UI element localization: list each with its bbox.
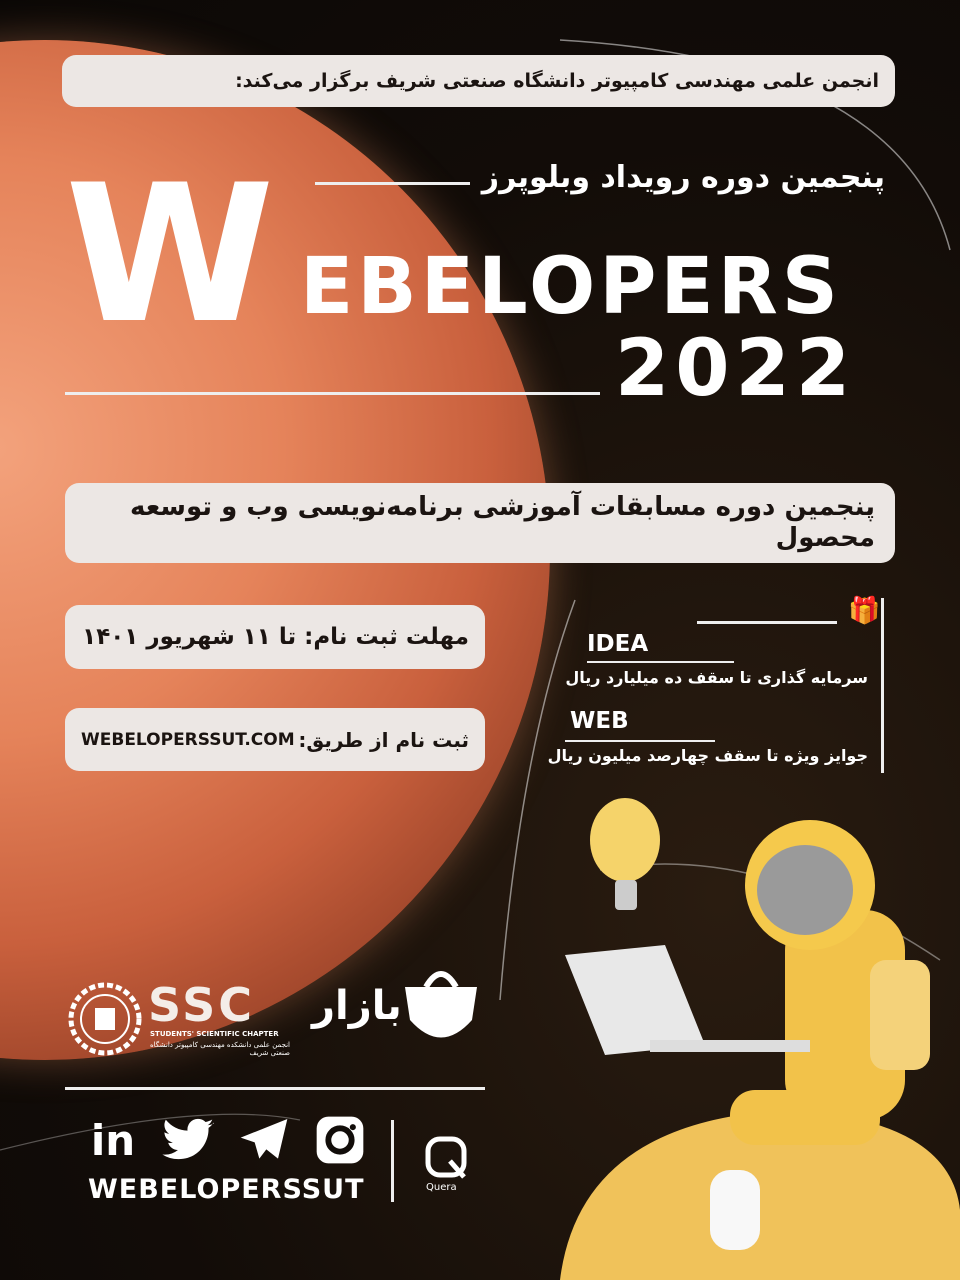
quera-logo-icon: [424, 1135, 468, 1179]
title-logo: EBELOPERS: [300, 242, 842, 332]
title-logo-w: W: [65, 144, 269, 365]
registration-label: ثبت نام از طریق:: [298, 727, 469, 752]
prize-text-web: جوایز ویژه تا سقف چهارصد میلیون ریال: [547, 746, 868, 765]
prize-text-idea: سرمایه گذاری تا سقف ده میلیارد ریال: [565, 668, 868, 687]
divider: [881, 598, 884, 773]
bazaar-logo-text: بازار: [312, 983, 402, 1029]
organizer-banner: انجمن علمی مهندسی کامپیوتر دانشگاه صنعتی شریف برگزار می‌کند:: [62, 55, 895, 107]
divider: [391, 1120, 394, 1202]
event-subtitle: پنجمین دوره رویداد وبلوپرز: [481, 160, 885, 195]
ssc-subtitle: STUDENTS' SCIENTIFIC CHAPTER: [150, 1030, 279, 1038]
prize-track-idea: IDEA: [587, 631, 649, 657]
prize-track-web: WEB: [570, 708, 629, 734]
telegram-icon[interactable]: [236, 1112, 292, 1168]
instagram-icon[interactable]: [312, 1112, 368, 1168]
divider: [315, 182, 470, 185]
divider: [65, 1087, 485, 1090]
astronaut-illustration: [560, 790, 960, 1280]
twitter-icon[interactable]: [160, 1112, 216, 1168]
ssc-fa-name: انجمن علمی دانشکده مهندسی کامپیوتر دانشگاه صنعتی شریف: [150, 1041, 290, 1058]
description-box: پنجمین دوره مسابقات آموزشی برنامه‌نویسی وب و توسعه محصول: [65, 483, 895, 563]
ssc-logo: SSC: [148, 978, 255, 1032]
divider: [697, 621, 837, 624]
divider: [65, 392, 600, 395]
gift-icon: 🎁: [848, 596, 881, 626]
quera-logo-text: Quera: [426, 1182, 457, 1193]
deadline-box: مهلت ثبت نام: تا ۱۱ شهریور ۱۴۰۱: [65, 605, 485, 669]
social-handle[interactable]: WEBELOPERSSUT: [88, 1174, 365, 1205]
title-year: 2022: [615, 324, 857, 414]
divider: [565, 740, 715, 742]
divider: [587, 661, 734, 663]
registration-box: [65, 708, 485, 771]
bazaar-bag-icon: [400, 965, 482, 1047]
linkedin-icon[interactable]: in: [90, 1115, 136, 1165]
registration-url[interactable]: WEBELOPERSSUT.COM: [81, 729, 295, 750]
sharif-university-seal: [68, 982, 142, 1056]
